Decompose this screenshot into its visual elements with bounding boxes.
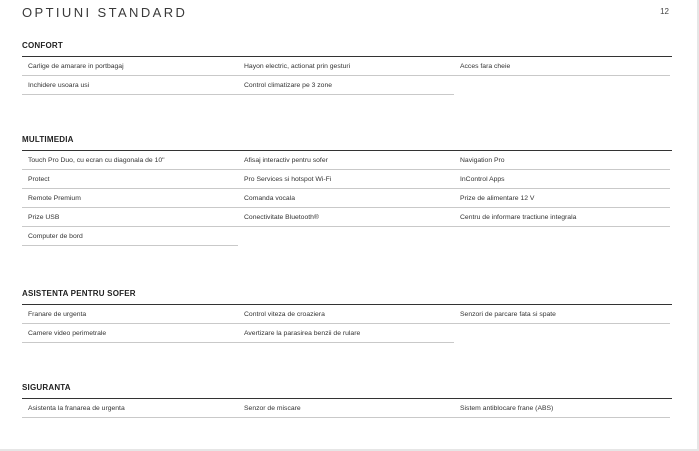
option-item: Franare de urgenta xyxy=(22,305,238,324)
option-item: Acces fara cheie xyxy=(454,57,670,76)
options-grid xyxy=(22,57,672,95)
option-item: Conectivitate Bluetooth® xyxy=(238,208,454,227)
option-item: Remote Premium xyxy=(22,189,238,208)
options-row xyxy=(22,151,672,170)
options-grid xyxy=(22,151,672,246)
page-number: 12 xyxy=(660,7,669,16)
page-title: OPTIUNI STANDARD xyxy=(22,5,188,20)
option-item: Avertizare la parasirea benzii de rulare xyxy=(238,324,454,343)
section-title: SIGURANTA xyxy=(22,383,71,392)
option-item: Comanda vocala xyxy=(238,189,454,208)
option-item: Hayon electric, actionat prin gesturi xyxy=(238,57,454,76)
option-item: Prize USB xyxy=(22,208,238,227)
section-multimedia xyxy=(22,134,672,246)
section-title: ASISTENTA PENTRU SOFER xyxy=(22,289,136,298)
option-item: Protect xyxy=(22,170,238,189)
options-row xyxy=(22,305,672,324)
option-item: Senzor de miscare xyxy=(238,399,454,418)
option-item-empty xyxy=(454,324,670,343)
options-row xyxy=(22,57,672,76)
section-confort xyxy=(22,40,672,95)
section-asistenta-sofer xyxy=(22,288,672,343)
option-item: Carlige de amarare in portbagaj xyxy=(22,57,238,76)
option-item: Afisaj interactiv pentru sofer xyxy=(238,151,454,170)
option-item-empty xyxy=(454,76,670,95)
section-title: MULTIMEDIA xyxy=(22,135,74,144)
option-item: Prize de alimentare 12 V xyxy=(454,189,670,208)
option-item: Camere video perimetrale xyxy=(22,324,238,343)
option-item: Pro Services si hotspot Wi-Fi xyxy=(238,170,454,189)
options-row xyxy=(22,399,672,418)
options-grid xyxy=(22,399,672,418)
options-row xyxy=(22,170,672,189)
option-item-empty xyxy=(238,227,454,246)
option-item: Centru de informare tractiune integrala xyxy=(454,208,670,227)
section-siguranta xyxy=(22,382,672,418)
options-row xyxy=(22,208,672,227)
option-item: Computer de bord xyxy=(22,227,238,246)
options-grid xyxy=(22,305,672,343)
options-row xyxy=(22,324,672,343)
options-row xyxy=(22,227,672,246)
options-row xyxy=(22,189,672,208)
option-item: Inchidere usoara usi xyxy=(22,76,238,95)
option-item: Senzori de parcare fata si spate xyxy=(454,305,670,324)
option-item: Asistenta la franarea de urgenta xyxy=(22,399,238,418)
option-item: InControl Apps xyxy=(454,170,670,189)
option-item: Control climatizare pe 3 zone xyxy=(238,76,454,95)
section-title: CONFORT xyxy=(22,41,63,50)
option-item: Touch Pro Duo, cu ecran cu diagonala de 10" xyxy=(22,151,238,170)
option-item: Navigation Pro xyxy=(454,151,670,170)
option-item-empty xyxy=(454,227,670,246)
option-item: Control viteza de croaziera xyxy=(238,305,454,324)
option-item: Sistem antiblocare frane (ABS) xyxy=(454,399,670,418)
options-row xyxy=(22,76,672,95)
